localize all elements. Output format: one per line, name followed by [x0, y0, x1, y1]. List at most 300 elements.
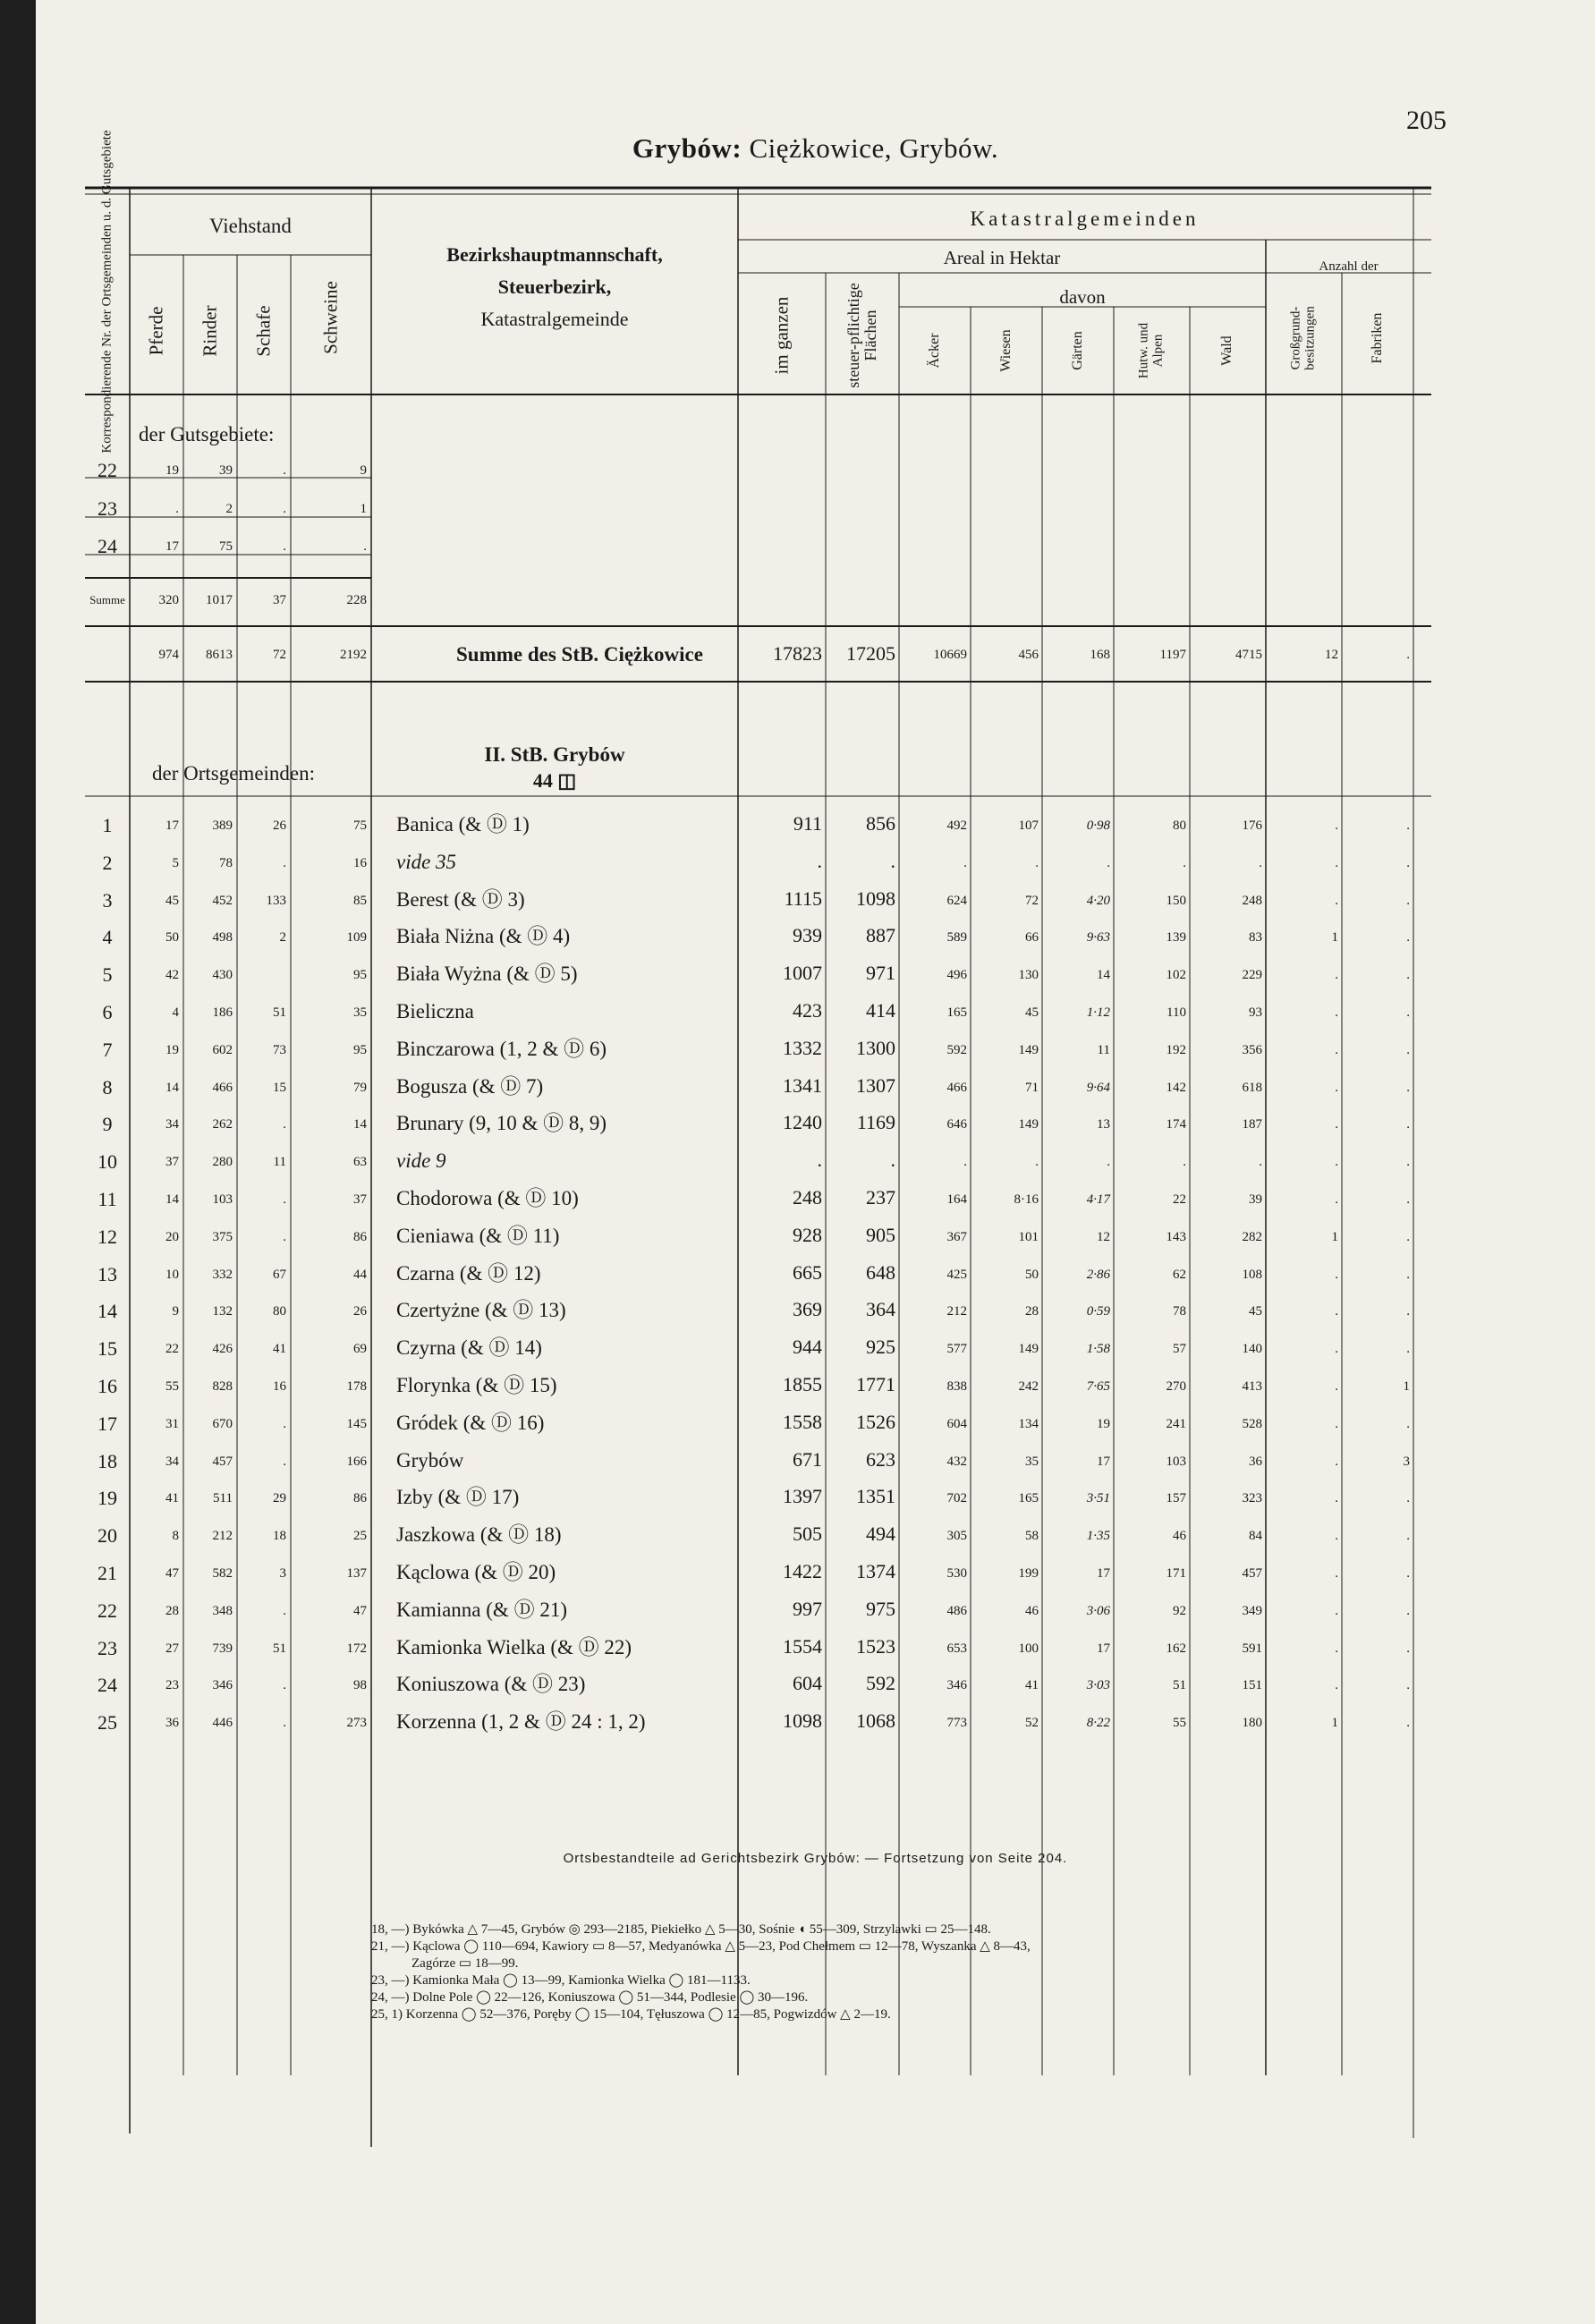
- row-schafe: .: [283, 1678, 286, 1693]
- row-hu: 143: [1166, 1229, 1186, 1244]
- row-wi: 107: [1018, 818, 1039, 833]
- row-ga: 19: [1097, 1416, 1110, 1431]
- row-st: 856: [866, 812, 895, 835]
- row-schafe: 41: [273, 1342, 286, 1357]
- guts-rinder: 39: [219, 463, 233, 478]
- row-ga: 3·06: [1086, 1603, 1110, 1618]
- row-ga: 1·35: [1086, 1529, 1110, 1544]
- row-place-name: Florynka (& Ⓓ 15): [396, 1374, 557, 1396]
- row-pferde: 34: [165, 1117, 179, 1132]
- row-wi: 46: [1025, 1603, 1039, 1618]
- row-number: 4: [102, 926, 113, 949]
- row-ga: 13: [1097, 1117, 1110, 1132]
- row-rinder: 212: [212, 1529, 233, 1544]
- row-schafe: 133: [266, 893, 286, 908]
- row-place-name: Biała Wyżna (& Ⓓ 5): [396, 963, 578, 986]
- row-ga: 0·59: [1086, 1304, 1110, 1319]
- title-rest: Ciężkowice, Grybów.: [742, 132, 999, 164]
- row-fa: .: [1406, 1716, 1410, 1731]
- row-wi: 52: [1025, 1716, 1039, 1731]
- row-schafe: 51: [273, 1641, 286, 1656]
- row-pferde: 23: [165, 1678, 179, 1693]
- guts-pferde: 17: [165, 539, 179, 554]
- row-number: 21: [98, 1562, 117, 1584]
- row-gr: .: [1335, 1603, 1338, 1618]
- summe-schafe: 37: [273, 593, 286, 607]
- row-hu: .: [1183, 855, 1186, 870]
- row-rinder: 670: [212, 1416, 233, 1431]
- row-wa: 591: [1242, 1641, 1262, 1656]
- row-pferde: 4: [172, 1005, 179, 1020]
- row-schweine: 69: [353, 1342, 367, 1357]
- row-schafe: .: [283, 1603, 286, 1618]
- header-fabriken: Fabriken: [1370, 312, 1385, 364]
- row-ga: 3·03: [1086, 1678, 1110, 1693]
- row-gr: .: [1335, 855, 1338, 870]
- row-st: .: [890, 849, 895, 872]
- row-place-name: Kąclowa (& Ⓓ 20): [396, 1561, 556, 1583]
- row-hu: 103: [1166, 1454, 1186, 1469]
- footnote-line: 18, —) Bykówka △ 7—45, Grybów ◎ 293—2185, Piekiełko △ 5—30, Sośnie ◖ 55—309, Strzylawki ▭ 25—148.: [371, 1922, 991, 1937]
- row-ae: 425: [946, 1267, 967, 1282]
- row-ig: 1558: [783, 1410, 822, 1433]
- row-number: 12: [98, 1225, 117, 1248]
- row-ae: 305: [946, 1529, 967, 1544]
- row-ae: 838: [946, 1379, 967, 1394]
- row-schafe: 3: [279, 1566, 286, 1581]
- header-steuer: steuer-pflichtige Flächen: [844, 283, 879, 388]
- row-ga: 2·86: [1086, 1267, 1110, 1282]
- row-wa: 229: [1242, 968, 1262, 983]
- row-gr: .: [1335, 1117, 1338, 1132]
- row-schweine: 16: [353, 855, 367, 870]
- footer-title: Ortsbestandteile ad Gerichtsbezirk Grybów: — Fortsetzung von Seite 204.: [563, 1851, 1068, 1866]
- row-hu: .: [1183, 1155, 1186, 1170]
- row-gr: 1: [1331, 1229, 1338, 1244]
- row-pferde: 41: [165, 1491, 179, 1506]
- row-place-name: vide 35: [396, 850, 457, 873]
- header-wald: Wald: [1219, 335, 1234, 366]
- row-number: 11: [98, 1188, 117, 1210]
- row-number: 2: [102, 851, 113, 874]
- guts-rinder: 2: [225, 502, 233, 516]
- page-number: 205: [1406, 106, 1447, 135]
- row-ga: 7·65: [1086, 1379, 1110, 1394]
- row-number: 16: [98, 1375, 117, 1397]
- row-hu: 162: [1166, 1641, 1186, 1656]
- row-fa: .: [1406, 818, 1410, 833]
- row-schweine: 178: [346, 1379, 367, 1394]
- row-hu: 51: [1173, 1678, 1186, 1693]
- row-wi: 149: [1018, 1117, 1039, 1132]
- header-viehstand: Viehstand: [209, 215, 292, 237]
- row-wi: 50: [1025, 1267, 1039, 1282]
- row-hu: 139: [1166, 930, 1186, 946]
- row-st: 1374: [856, 1560, 895, 1582]
- row-gr: .: [1335, 818, 1338, 833]
- row-place-name: Kamianna (& Ⓓ 21): [396, 1598, 567, 1621]
- row-number: 9: [102, 1113, 113, 1136]
- footnote-line: 23, —) Kamionka Mała ◯ 13—99, Kamionka Wielka ◯ 181—1133.: [371, 1973, 751, 1988]
- footnote-line: 21, —) Kąclowa ◯ 110—694, Kawiory ▭ 8—57, Medyanówka △ 5—23, Pod Chełmem ▭ 12—78, Wyszanka △ 8—43,: [371, 1939, 1031, 1954]
- row-st: 592: [866, 1672, 895, 1695]
- row-place-name: Czertyżne (& Ⓓ 13): [396, 1299, 566, 1322]
- row-gr: .: [1335, 1005, 1338, 1020]
- row-rinder: 348: [212, 1603, 233, 1618]
- row-fa: .: [1406, 1491, 1410, 1506]
- row-number: 25: [98, 1711, 117, 1735]
- row-st: 975: [866, 1597, 895, 1620]
- row-place-name: Czyrna (& Ⓓ 14): [396, 1336, 542, 1360]
- total-fabriken: .: [1406, 648, 1410, 662]
- total-schafe: 72: [273, 648, 286, 662]
- row-ga: 4·20: [1086, 893, 1110, 908]
- row-place-name: Bogusza (& Ⓓ 7): [396, 1074, 544, 1098]
- row-ae: 624: [946, 893, 967, 908]
- row-gr: .: [1335, 1192, 1338, 1207]
- row-ae: 604: [946, 1416, 967, 1431]
- row-st: 364: [866, 1298, 895, 1321]
- row-ae: 592: [946, 1042, 967, 1057]
- row-ig: 1855: [783, 1373, 822, 1395]
- row-wa: 140: [1242, 1342, 1262, 1357]
- row-st: 1098: [856, 886, 895, 910]
- row-pferde: 17: [165, 818, 179, 833]
- row-ig: .: [817, 1149, 822, 1172]
- header-katastral: Katastralgemeinden: [970, 208, 1200, 230]
- row-pferde: 9: [172, 1304, 179, 1319]
- row-ae: 492: [946, 818, 967, 833]
- row-ig: .: [817, 849, 822, 872]
- row-number: 10: [98, 1150, 117, 1174]
- row-rinder: 262: [212, 1117, 233, 1132]
- header-areal: Areal in Hektar: [943, 247, 1061, 268]
- row-gr: .: [1335, 1080, 1338, 1095]
- row-fa: .: [1406, 1566, 1410, 1581]
- row-wa: 457: [1242, 1566, 1262, 1581]
- header-gross: Großgrund-besitzungen: [1288, 306, 1317, 370]
- total-name: Summe des StB. Ciężkowice: [456, 643, 703, 666]
- row-wa: 83: [1249, 930, 1262, 946]
- header-rinder: Rinder: [199, 305, 221, 357]
- row-pferde: 22: [165, 1342, 179, 1357]
- guts-rinder: 75: [219, 539, 233, 554]
- row-hu: 92: [1173, 1603, 1186, 1618]
- row-wa: 187: [1242, 1117, 1262, 1132]
- row-st: 1300: [856, 1036, 895, 1059]
- row-ga: 17: [1097, 1641, 1110, 1656]
- total-pferde: 974: [158, 648, 179, 662]
- row-hu: 142: [1166, 1080, 1186, 1095]
- row-schafe: 16: [273, 1379, 286, 1394]
- row-schafe: .: [283, 855, 286, 870]
- row-number: 22: [98, 1599, 117, 1622]
- row-schweine: 95: [353, 968, 367, 983]
- row-fa: .: [1406, 1080, 1410, 1095]
- row-hu: 57: [1173, 1342, 1186, 1357]
- row-st: 1169: [856, 1111, 895, 1134]
- row-ae: .: [963, 855, 967, 870]
- row-gr: .: [1335, 1042, 1338, 1057]
- row-wa: 151: [1242, 1678, 1262, 1693]
- row-place-name: Kamionka Wielka (& Ⓓ 22): [396, 1635, 632, 1658]
- row-schweine: 109: [346, 930, 367, 946]
- row-number: 24: [98, 1674, 117, 1697]
- row-fa: .: [1406, 968, 1410, 983]
- row-wi: 130: [1018, 968, 1039, 983]
- row-schafe: 11: [273, 1155, 286, 1170]
- row-ae: 164: [946, 1192, 967, 1207]
- row-st: 887: [866, 924, 895, 947]
- row-schafe: 2: [279, 930, 286, 946]
- row-fa: 3: [1403, 1454, 1410, 1469]
- row-gr: .: [1335, 1529, 1338, 1544]
- row-place-name: Koniuszowa (& Ⓓ 23): [396, 1673, 586, 1696]
- guts-pferde: 19: [165, 463, 179, 478]
- row-fa: .: [1406, 1005, 1410, 1020]
- row-place-name: Cieniawa (& Ⓓ 11): [396, 1224, 560, 1247]
- row-ae: 486: [946, 1603, 967, 1618]
- guts-schweine: .: [363, 539, 367, 554]
- row-ig: 911: [793, 812, 822, 835]
- row-ig: 1422: [783, 1560, 822, 1582]
- row-pferde: 50: [165, 930, 179, 946]
- row-st: 494: [866, 1522, 895, 1546]
- summe-pferde: 320: [158, 593, 179, 607]
- row-schweine: 47: [353, 1603, 367, 1618]
- footnote-line: 24, —) Dolne Pole ◯ 22—126, Koniuszowa ◯ 51—344, Podlesie ◯ 30—196.: [371, 1990, 809, 2005]
- page-title: [36, 132, 1595, 165]
- row-wi: 149: [1018, 1342, 1039, 1357]
- header-im-ganzen: im ganzen: [770, 296, 793, 375]
- row-place-name: Czarna (& Ⓓ 12): [396, 1261, 541, 1285]
- row-gr: .: [1335, 1267, 1338, 1282]
- summe-rinder: 1017: [206, 593, 233, 607]
- header-aecker: Äcker: [927, 333, 942, 369]
- row-wi: 199: [1018, 1566, 1039, 1581]
- row-ga: 0·98: [1086, 818, 1110, 833]
- row-hu: 157: [1166, 1491, 1186, 1506]
- row-gr: .: [1335, 1566, 1338, 1581]
- row-gr: .: [1335, 1454, 1338, 1469]
- row-schweine: 85: [353, 893, 367, 908]
- row-ae: 577: [946, 1342, 967, 1357]
- row-ig: 423: [793, 999, 822, 1022]
- row-wa: 413: [1242, 1379, 1262, 1394]
- row-pferde: 36: [165, 1716, 179, 1731]
- guts-schafe: .: [283, 463, 286, 478]
- row-fa: .: [1406, 1229, 1410, 1244]
- row-fa: .: [1406, 1267, 1410, 1282]
- row-number: 5: [102, 963, 113, 987]
- guts-schafe: .: [283, 539, 286, 554]
- row-ae: 367: [946, 1229, 967, 1244]
- row-hu: 192: [1166, 1042, 1186, 1057]
- row-place-name: Banica (& Ⓓ 1): [396, 813, 530, 835]
- row-ig: 928: [793, 1223, 822, 1246]
- row-wi: 134: [1018, 1416, 1039, 1431]
- row-wi: 41: [1025, 1678, 1039, 1693]
- row-wi: 66: [1025, 930, 1039, 946]
- row-gr: .: [1335, 1379, 1338, 1394]
- row-hu: 78: [1173, 1304, 1186, 1319]
- row-gr: 1: [1331, 1716, 1338, 1731]
- row-ig: 1240: [783, 1111, 822, 1134]
- row-fa: .: [1406, 1117, 1410, 1132]
- row-gr: .: [1335, 1416, 1338, 1431]
- row-place-name: Binczarowa (1, 2 & Ⓓ 6): [396, 1037, 607, 1060]
- row-hu: 150: [1166, 893, 1186, 908]
- row-fa: 1: [1403, 1379, 1410, 1394]
- total-wald: 4715: [1235, 648, 1262, 662]
- row-ig: 939: [793, 924, 822, 947]
- row-hu: 55: [1173, 1716, 1186, 1731]
- row-ga: 14: [1097, 968, 1110, 983]
- row-number: 3: [102, 888, 113, 912]
- row-schafe: 29: [273, 1491, 286, 1506]
- row-pferde: 31: [165, 1416, 179, 1431]
- row-schweine: 86: [353, 1491, 367, 1506]
- ortsgemeinden-label: der Ortsgemeinden:: [152, 762, 316, 785]
- row-place-name: Bieliczna: [396, 1000, 474, 1022]
- row-pferde: 28: [165, 1603, 179, 1618]
- row-schafe: 73: [273, 1042, 286, 1057]
- header-corr-number: Korrespondierende Nr. der Ortsgemeinden u. d. Gutsgebiete: [99, 130, 115, 454]
- row-st: 623: [866, 1447, 895, 1471]
- row-number: 23: [98, 1636, 117, 1659]
- row-place-name: Biała Niżna (& Ⓓ 4): [396, 925, 571, 948]
- row-number: 6: [102, 1001, 113, 1023]
- total-schweine: 2192: [340, 648, 367, 662]
- header-bezirk-2: Steuerbezirk,: [497, 276, 612, 298]
- row-schafe: 15: [273, 1080, 286, 1095]
- row-hu: 62: [1173, 1267, 1186, 1282]
- row-ae: 432: [946, 1454, 967, 1469]
- row-hu: 22: [1173, 1192, 1186, 1207]
- row-number: 7: [102, 1038, 113, 1061]
- row-ae: 530: [946, 1566, 967, 1581]
- row-schafe: .: [283, 1192, 286, 1207]
- row-st: .: [890, 1149, 895, 1172]
- row-wi: 242: [1018, 1379, 1039, 1394]
- row-ig: 944: [793, 1336, 822, 1359]
- row-wi: 165: [1018, 1491, 1039, 1506]
- row-schafe: .: [283, 1454, 286, 1469]
- row-pferde: 45: [165, 893, 179, 908]
- stb-heading: II. StB. Grybów: [484, 743, 625, 766]
- row-hu: 270: [1166, 1379, 1186, 1394]
- row-wa: 93: [1249, 1005, 1262, 1020]
- row-ga: 3·51: [1086, 1491, 1110, 1506]
- row-st: 925: [866, 1336, 895, 1359]
- row-wi: 72: [1025, 893, 1039, 908]
- row-rinder: 426: [212, 1342, 233, 1357]
- row-pferde: 47: [165, 1566, 179, 1581]
- row-fa: .: [1406, 1529, 1410, 1544]
- row-schafe: .: [283, 1416, 286, 1431]
- row-wi: 45: [1025, 1005, 1039, 1020]
- row-place-name: Berest (& Ⓓ 3): [396, 887, 525, 911]
- row-ga: .: [1107, 1155, 1110, 1170]
- row-pferde: 34: [165, 1454, 179, 1469]
- row-rinder: 346: [212, 1678, 233, 1693]
- row-gr: .: [1335, 1678, 1338, 1693]
- row-rinder: 446: [212, 1716, 233, 1731]
- row-wa: 176: [1242, 818, 1262, 833]
- row-pferde: 5: [172, 855, 179, 870]
- row-schweine: 37: [353, 1192, 367, 1207]
- title-district: Grybów:: [632, 132, 742, 164]
- row-hu: 174: [1166, 1117, 1186, 1132]
- row-gr: .: [1335, 1342, 1338, 1357]
- row-wi: .: [1035, 855, 1039, 870]
- row-fa: .: [1406, 1155, 1410, 1170]
- row-number: 15: [98, 1337, 117, 1361]
- row-wa: 618: [1242, 1080, 1262, 1095]
- row-fa: .: [1406, 1641, 1410, 1656]
- row-wi: 8·16: [1014, 1192, 1039, 1207]
- header-gaerten: Gärten: [1070, 331, 1085, 370]
- row-place-name: Izby (& Ⓓ 17): [396, 1486, 520, 1509]
- row-ig: 1554: [783, 1634, 822, 1658]
- row-ae: 212: [946, 1304, 967, 1319]
- row-rinder: 582: [212, 1566, 233, 1581]
- row-wa: 84: [1249, 1529, 1262, 1544]
- row-fa: .: [1406, 1304, 1410, 1319]
- row-place-name: vide 9: [396, 1149, 446, 1173]
- total-gaerten: 168: [1090, 648, 1110, 662]
- row-st: 414: [866, 999, 895, 1022]
- row-wi: 149: [1018, 1042, 1039, 1057]
- row-fa: .: [1406, 1192, 1410, 1207]
- row-schweine: 79: [353, 1080, 367, 1095]
- row-rinder: 78: [219, 855, 233, 870]
- row-wi: 58: [1025, 1529, 1039, 1544]
- row-pferde: 37: [165, 1155, 179, 1170]
- guts-schweine: 9: [360, 463, 367, 478]
- row-fa: .: [1406, 1342, 1410, 1357]
- row-ga: 8·22: [1086, 1716, 1110, 1731]
- row-pferde: 20: [165, 1229, 179, 1244]
- guts-pferde: .: [175, 502, 179, 516]
- row-st: 1523: [856, 1634, 895, 1658]
- row-wa: 36: [1249, 1454, 1262, 1469]
- row-st: 1307: [856, 1073, 895, 1097]
- row-rinder: 457: [212, 1454, 233, 1469]
- header-davon: davon: [1059, 286, 1106, 308]
- row-ig: 505: [793, 1522, 822, 1546]
- row-wa: 323: [1242, 1491, 1262, 1506]
- row-schafe: .: [283, 1716, 286, 1731]
- header-bezirk-3: Katastralgemeinde: [480, 308, 629, 330]
- row-gr: .: [1335, 893, 1338, 908]
- row-rinder: 602: [212, 1042, 233, 1057]
- row-place-name: Brunary (9, 10 & Ⓓ 8, 9): [396, 1112, 607, 1135]
- stb-count: 44 ◫: [532, 769, 577, 792]
- row-rinder: 280: [212, 1155, 233, 1170]
- header-hutw: Hutw. und Alpen: [1136, 322, 1165, 379]
- row-schafe: 67: [273, 1267, 286, 1282]
- row-wa: 349: [1242, 1603, 1262, 1618]
- row-ig: 671: [793, 1447, 822, 1471]
- row-number: 17: [98, 1412, 117, 1435]
- row-ig: 997: [793, 1597, 822, 1620]
- row-ae: 346: [946, 1678, 967, 1693]
- row-schweine: 86: [353, 1229, 367, 1244]
- row-schweine: 172: [346, 1641, 367, 1656]
- row-wi: 35: [1025, 1454, 1039, 1469]
- header-schafe: Schafe: [252, 305, 275, 357]
